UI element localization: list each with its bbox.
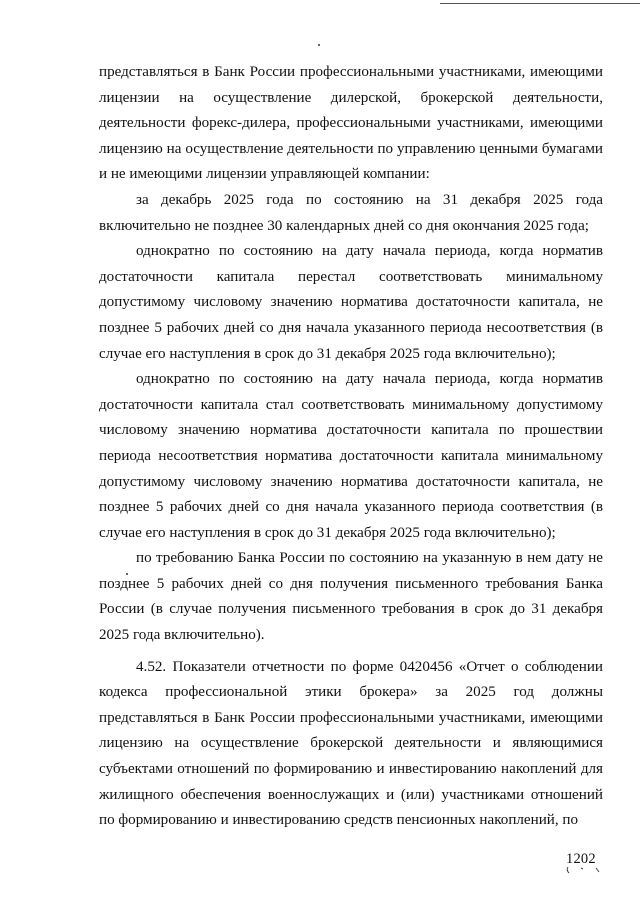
paragraph-compliance-restored: однократно по состоянию на дату начала периода, когда норматив достаточности капитала стал соответствовать минимальному допустимому числовому значению норматива достаточности капитала по прошествии периода несоответствия норматива достаточности капитала минимальному допустимому числовому значению норматива достаточности капитала, не позднее 5 рабочих дней со дня начала указанного периода соответствия (в случае его наступления в срок до 31 декабря 2025 года включительно); xyxy=(99,371,603,541)
paragraph-section-4-52: 4.52. Показатели отчетности по форме 0420456 «Отчет о соблюдении кодекса профессиональной этики брокера» за 2025 год должны представляться в Банк России профессиональными участниками, имеющими лицензию на осуществление брокерской деятельности и являющимися субъектами отношений по формированию и инвестированию накоплений для жилищного обеспечения военнослужащих и (или) участниками отношений по формированию и инвестированию средств пенсионных накоплений, по xyxy=(99,658,603,829)
scan-speck xyxy=(318,44,320,46)
document-body xyxy=(99,60,603,834)
paragraph-december-report: за декабрь 2025 года по состоянию на 31 декабря 2025 года включительно не позднее 30 календарных дней со дня окончания 2025 года; xyxy=(99,191,603,234)
page-number-scan-marks xyxy=(566,866,602,874)
paragraph-continuation: представляться в Банк России профессиональными участниками, имеющими лицензии на осуществление дилерской, брокерской деятельности, деятельности форекс-дилера, профессиональными участниками, имеющими лицензию на осуществление деятельности по управлению ценными бумагами и не имеющими лицензии управляющей компании: xyxy=(99,64,603,183)
page-number: 1202 xyxy=(566,851,596,867)
scan-edge-line xyxy=(440,3,640,4)
paragraph-on-request: по требованию Банка России по состоянию на указанную в нем дату не позднее 5 рабочих дней со дня получения письменного требования Банка России (в случае получения письменного требования в срок до 31 декабря 2025 года включительно). xyxy=(99,550,603,644)
paragraph-noncompliance-start: однократно по состоянию на дату начала периода, когда норматив достаточности капитала перестал соответствовать минимальному допустимому числовому значению норматива достаточности капитала, не позднее 5 рабочих дней со дня начала указанного периода несоответствия (в случае его наступления в срок до 31 декабря 2025 года включительно); xyxy=(99,243,603,362)
